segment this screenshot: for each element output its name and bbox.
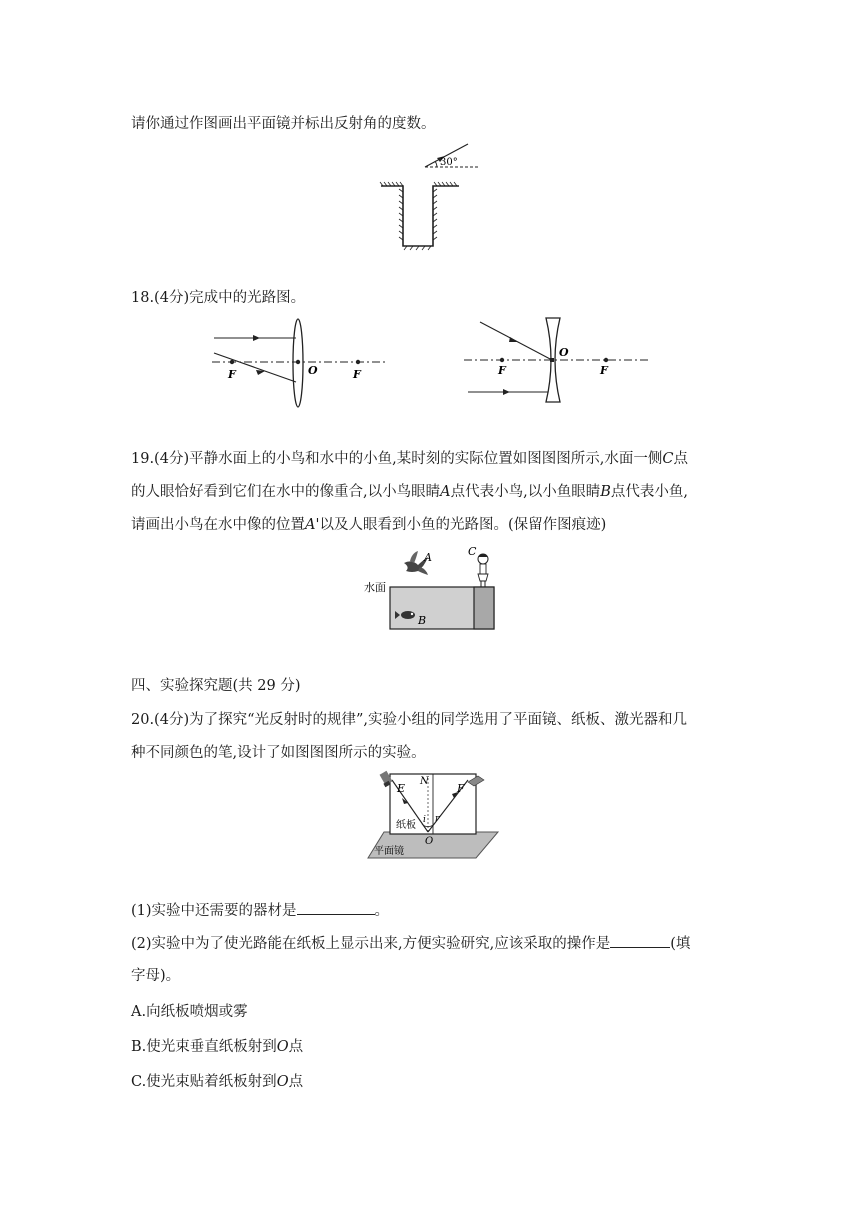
well-outline xyxy=(381,186,459,246)
text-run: 。 xyxy=(374,903,390,919)
q19-line2 xyxy=(131,482,688,502)
q17-text: 请你通过作图画出平面镜并标出反射角的度数。 xyxy=(131,116,436,132)
text-run: A xyxy=(440,484,451,500)
concave-lens-figure xyxy=(462,316,652,408)
focal-ray xyxy=(214,353,296,382)
q17-well-figure xyxy=(375,140,485,252)
label-b: B xyxy=(418,614,427,627)
water-surface-label: 水面 xyxy=(364,581,386,594)
label-o: O xyxy=(559,346,569,359)
label-n: N xyxy=(420,776,429,787)
text-run: 以及人眼看到小鱼的光路图。(保留作图痕迹) xyxy=(319,517,607,533)
text-run: 点代表小鸟,以小鱼眼睛 xyxy=(450,484,601,500)
label-f-left: F xyxy=(228,368,236,381)
label-o: O xyxy=(308,364,318,377)
text-run: 请画出小鸟在水中像的位置 xyxy=(131,517,305,533)
label-o: O xyxy=(425,836,434,847)
label-f-right: F xyxy=(353,368,361,381)
label-f: F xyxy=(457,782,465,795)
option-b xyxy=(131,1037,303,1057)
text-run: B xyxy=(600,484,611,500)
angle-arc xyxy=(435,161,437,167)
focus-dot xyxy=(230,360,234,364)
text-run: 点 xyxy=(288,1074,304,1090)
focus-dot xyxy=(356,360,360,364)
hatch-marks xyxy=(380,182,457,250)
label-f-left: F xyxy=(498,364,506,377)
q20-sub1 xyxy=(131,900,389,921)
q20-sub2-line2: 字母)。 xyxy=(131,968,181,984)
text-run: 点 xyxy=(673,451,688,467)
text-run: O xyxy=(276,1039,289,1055)
text-run: 19.(4分)平静水面上的小鸟和水中的小鱼,某时刻的实际位置如图图图所示,水面一侧 xyxy=(131,451,663,467)
text-run: O xyxy=(276,1074,289,1090)
text-run: C xyxy=(662,451,674,467)
q19-line1 xyxy=(131,449,688,469)
q20-sub2-line1 xyxy=(131,933,690,954)
label-c: C xyxy=(468,545,477,558)
text-run: 点 xyxy=(288,1039,304,1055)
ray-arrow xyxy=(503,389,510,395)
answer-blank-2[interactable] xyxy=(610,933,670,948)
label-r: r xyxy=(435,814,440,824)
ray-arrow xyxy=(253,335,260,341)
label-f-right: F xyxy=(600,364,608,377)
text-run: 的人眼恰好看到它们在水中的像重合,以小鸟眼睛 xyxy=(131,484,441,500)
convex-lens-figure xyxy=(210,318,390,410)
text-run: 点代表小鱼, xyxy=(610,484,688,500)
q18-text: 18.(4分)完成中的光路图。 xyxy=(131,290,306,306)
text-run: (2)实验中为了使光路能在纸板上显示出来,方便实验研究,应该采取的操作是 xyxy=(131,936,611,952)
q20-line2: 种不同颜色的笔,设计了如图图图所示的实验。 xyxy=(131,745,426,761)
bank xyxy=(474,587,494,629)
text-run: A' xyxy=(305,517,320,533)
center-dot xyxy=(550,358,554,362)
label-e: E xyxy=(397,782,406,795)
answer-blank-1[interactable] xyxy=(297,900,375,915)
mirror-label: 平面镜 xyxy=(374,846,404,857)
water-figure xyxy=(362,545,502,633)
q19-line3 xyxy=(131,515,606,535)
text-run: (填 xyxy=(670,936,691,952)
section-4-title: 四、实验探究题(共 29 分) xyxy=(131,678,301,694)
board-label: 纸板 xyxy=(396,820,416,831)
label-i: i xyxy=(423,815,426,825)
text-run: (1)实验中还需要的器材是 xyxy=(131,903,297,919)
text-run: C.使光束贴着纸板射到 xyxy=(131,1074,277,1090)
option-c xyxy=(131,1072,303,1092)
center-dot xyxy=(296,360,300,364)
reflection-experiment-figure xyxy=(364,770,504,862)
person-icon xyxy=(478,554,488,587)
angle-label: 30° xyxy=(440,157,458,168)
ray-arrow xyxy=(509,337,518,342)
label-a: A xyxy=(424,551,432,564)
q20-line1: 20.(4分)为了探究“光反射时的规律”,实验小组的同学选用了平面镜、纸板、激光器和几 xyxy=(131,712,688,728)
focus-dot xyxy=(604,358,608,362)
text-run: B.使光束垂直纸板射到 xyxy=(131,1039,277,1055)
focus-dot xyxy=(500,358,504,362)
option-a: A.向纸板喷烟或雾 xyxy=(131,1004,248,1020)
